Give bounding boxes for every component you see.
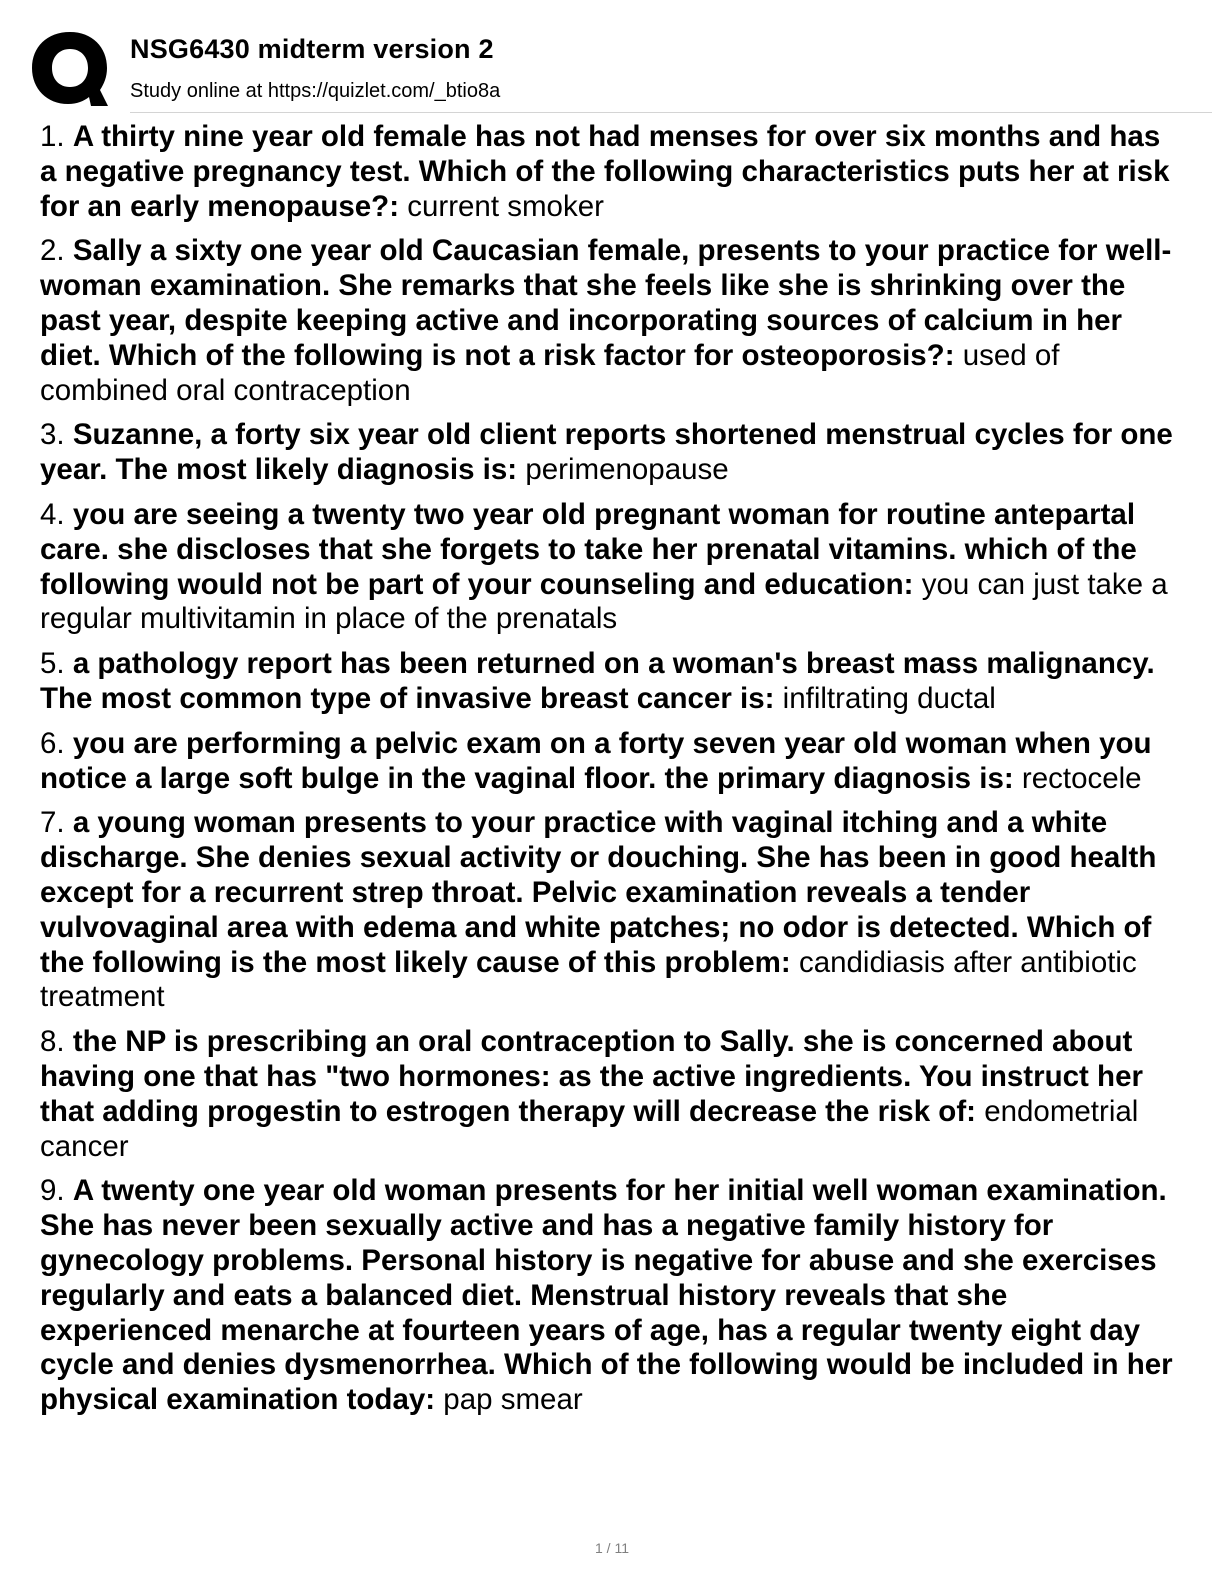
question-number: 2. bbox=[40, 234, 65, 268]
question-item bbox=[40, 498, 1184, 637]
question-number: 3. bbox=[40, 418, 65, 452]
question-number: 7. bbox=[40, 806, 65, 840]
question-text: you are performing a pelvic exam on a forty seven year old woman when you notice a large soft bulge in the vaginal floor. the primary diagnosis is: bbox=[40, 726, 1152, 795]
answer-text: current smoker bbox=[407, 189, 604, 223]
question-number: 9. bbox=[40, 1174, 65, 1208]
answer-text: infiltrating ductal bbox=[782, 681, 996, 715]
question-text: a pathology report has been returned on a woman's breast mass malignancy. The most common type of invasive breast cancer is: bbox=[40, 647, 1155, 715]
question-item bbox=[40, 418, 1184, 488]
question-list bbox=[40, 120, 1184, 1428]
question-item bbox=[40, 1174, 1184, 1418]
question-number: 8. bbox=[40, 1025, 65, 1059]
answer-text: perimenopause bbox=[525, 453, 729, 487]
question-number: 5. bbox=[40, 647, 65, 681]
question-text: a young woman presents to your practice with vaginal itching and a white discharge. She denies sexual activity or douching. She has been in good health except for a recurrent strep throat. Pelvic examination reveals a tender vulvovaginal area with edema and white patches; no odor is detected. Which of the following is the most likely cause of this problem: bbox=[40, 806, 1157, 979]
question-number: 4. bbox=[40, 497, 65, 531]
question-item bbox=[40, 647, 1184, 717]
question-item bbox=[40, 806, 1184, 1015]
question-item bbox=[40, 727, 1184, 797]
question-number: 6. bbox=[40, 726, 65, 760]
document-subtitle: Study online at https://quizlet.com/_btio8a bbox=[130, 80, 501, 102]
answer-text: pap smear bbox=[443, 1383, 583, 1417]
question-item bbox=[40, 234, 1184, 408]
question-text: the NP is prescribing an oral contraception to Sally. she is concerned about having one that has "two hormones: as the active ingredients. You instruct her that adding progestin to estrogen therapy will decrease the risk of: bbox=[40, 1025, 1143, 1128]
header-divider bbox=[130, 112, 1212, 113]
answer-text: rectocele bbox=[1021, 761, 1142, 795]
question-item bbox=[40, 120, 1184, 224]
page-number: 1 / 11 bbox=[595, 1540, 629, 1556]
quizlet-q-logo-icon bbox=[30, 30, 110, 110]
question-text: Sally a sixty one year old Caucasian female, presents to your practice for well-woman examination. She remarks that she feels like she is shrinking over the past year, despite keeping active and incorporating sources of calcium in her diet. Which of the following is not a risk factor for osteoporosis?: bbox=[40, 234, 1172, 372]
answer-text: candidiasis after antibiotic treatment bbox=[40, 945, 1137, 1014]
question-item bbox=[40, 1025, 1184, 1164]
answer-text: you can just take a regular multivitamin in place of the prenatals bbox=[40, 567, 1168, 636]
question-text: Suzanne, a forty six year old client reports shortened menstrual cycles for one year. The most likely diagnosis is: bbox=[40, 418, 1173, 487]
question-text: A thirty nine year old female has not had menses for over six months and has a negative pregnancy test. Which of the following characteristics puts her at risk for an early menopause?: bbox=[40, 120, 1170, 223]
document-header bbox=[30, 30, 1182, 112]
question-text: A twenty one year old woman presents for her initial well woman examination. She has never been sexually active and has a negative family history for gynecology problems. Personal history is negative for abuse and she exercises regularly and eats a balanced diet. Menstrual history reveals that she experienced menarche at fourteen years of age, has a regular twenty eight day cycle and denies dysmenorrhea. Which of the following would be included in her physical examination today: bbox=[40, 1174, 1173, 1417]
question-number: 1. bbox=[40, 120, 65, 153]
answer-text: used of combined oral contraception bbox=[40, 338, 1060, 407]
document-title: NSG6430 midterm version 2 bbox=[130, 34, 494, 64]
answer-text: endometrial cancer bbox=[40, 1094, 1139, 1163]
question-text: you are seeing a twenty two year old pregnant woman for routine antepartal care. she discloses that she forgets to take her prenatal vitamins. which of the following would not be part of your counseling and education: bbox=[40, 497, 1137, 601]
